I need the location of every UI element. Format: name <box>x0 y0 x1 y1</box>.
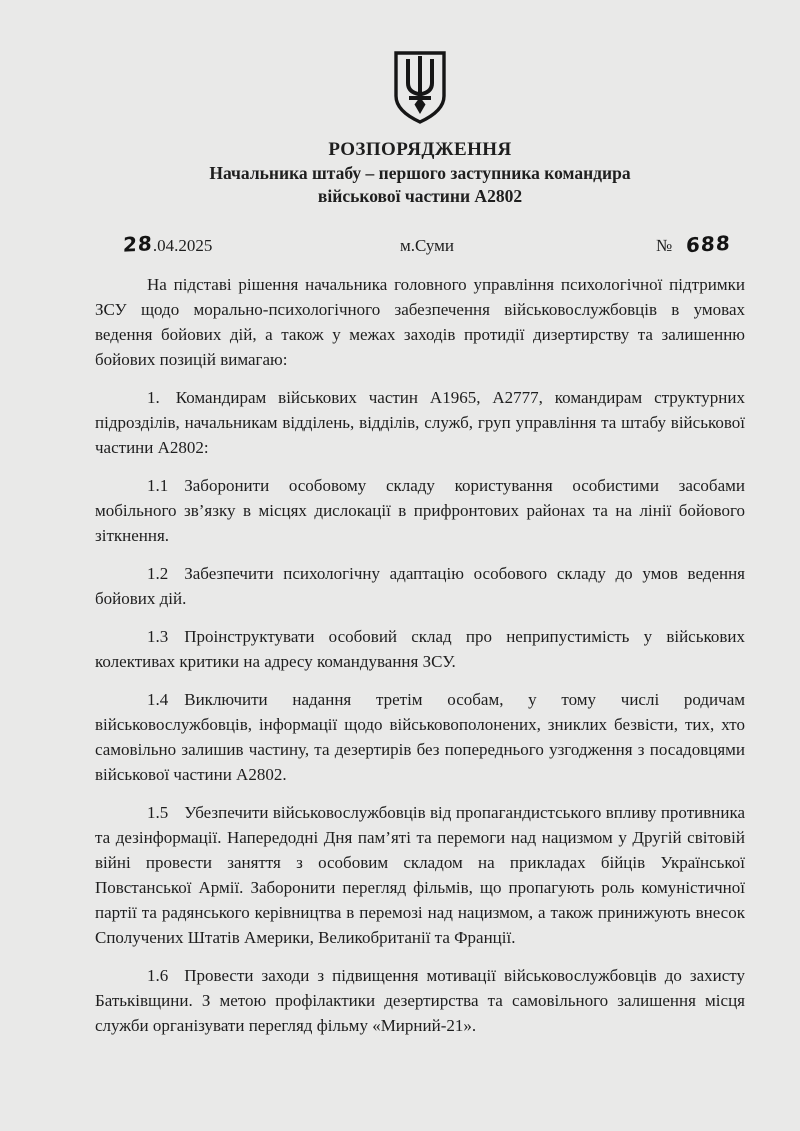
document-subtitle-line1: Начальника штабу – першого заступника командира <box>209 163 631 183</box>
document-body <box>95 272 745 1038</box>
paragraph-1-5: 1.5 Убезпечити військовослужбовців від пропагандистського впливу противника та дезінформації. Напередодні Дня пам’яті та перемоги над нацизмом у Другій світовій війні провести заняття з особовим складом на прикладах бійців Української Повстанської Армії. Заборонити перегляд фільмів, що пропагують роль комуністичної партії та радянського керівництва в перемозі над нацизмом, а також принижують внесок Сполучених Штатів Америки, Великобританії та Франції. <box>95 803 745 947</box>
paragraph-1-2: 1.2 Забезпечити психологічну адаптацію особового складу до умов ведення бойових дій. <box>95 564 745 608</box>
paragraph-1: 1. Командирам військових частин А1965, А2777, командирам структурних підрозділів, начальникам відділень, відділів, служб, груп управління та штабу військової частини А2802: <box>95 388 745 457</box>
document-number <box>528 232 745 256</box>
paragraph-intro: На підставі рішення начальника головного управління психологічної підтримки ЗСУ щодо морально-психологічного забезпечення військовослужбовців в умовах ведення бойових дій, а також у межах заходів протидії дизертирству та залишенню бойових позицій вимагаю: <box>95 275 745 369</box>
number-value-handwritten: 688 <box>685 230 732 258</box>
document-date <box>95 232 326 256</box>
ukraine-trident-emblem <box>391 50 449 126</box>
date-printed: .04.2025 <box>152 236 213 255</box>
paragraph-1-6: 1.6 Провести заходи з підвищення мотивації військовослужбовців до захисту Батьківщини. З метою профілактики дезертирства та самовільного залишення місця служби організувати перегляд фільму «Мирний-21». <box>95 966 745 1035</box>
document-subtitle-line2: військової частини А2802 <box>317 186 523 206</box>
document-place: м.Суми <box>399 236 455 255</box>
document-title: РОЗПОРЯДЖЕННЯ <box>328 139 512 160</box>
date-day-handwritten: 28 <box>122 231 154 257</box>
paragraph-1-3: 1.3 Проінструктувати особовий склад про неприпустимість у військових колективах критики на адресу командування ЗСУ. <box>95 627 745 671</box>
document-meta-row <box>95 232 745 256</box>
paragraph-1-4: 1.4 Виключити надання третім особам, у тому числі родичам військовослужбовців, інформації щодо військовополонених, зниклих безвісти, тих, хто самовільно залишив частину, та дезертирів без попереднього узгодження з посадовцями військової частини А2802. <box>95 690 745 784</box>
paragraph-1-1: 1.1 Заборонити особовому складу користування особистими засобами мобільного зв’язку в місцях дислокації в прифронтових районах та на лінії бойового зіткнення. <box>95 476 745 545</box>
number-sign: № <box>656 236 673 255</box>
